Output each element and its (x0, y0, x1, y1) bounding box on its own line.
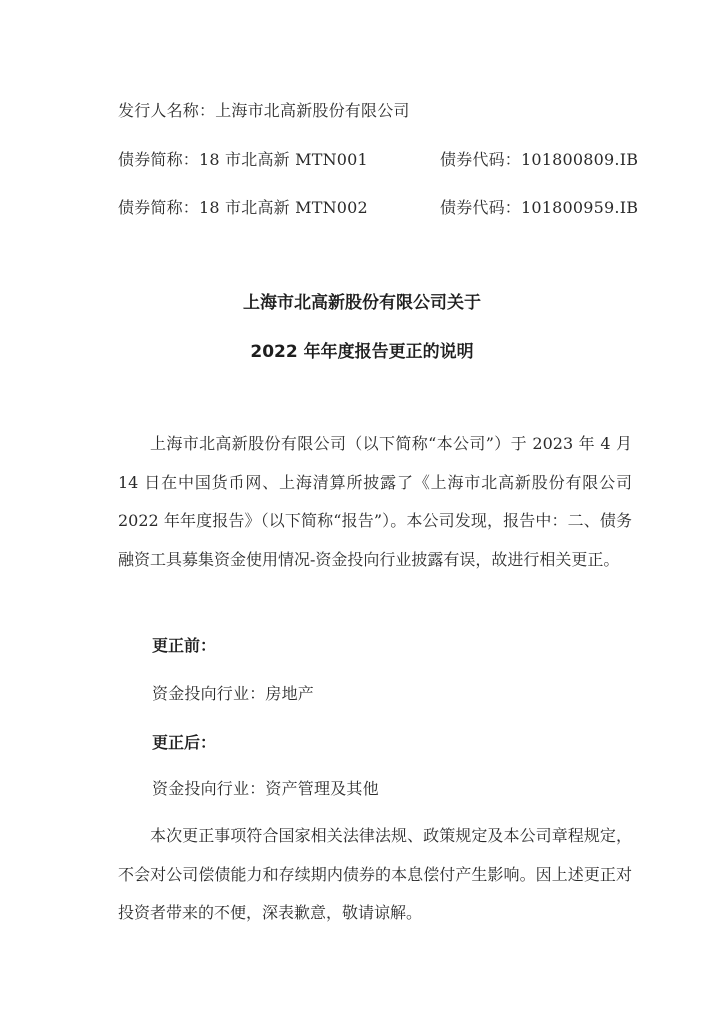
after-correction-value: 资金投向行业：资产管理及其他 (152, 779, 379, 798)
document-title-line-2: 2022 年年度报告更正的说明 (250, 342, 474, 362)
bond-code: 债券代码：101800959.IB (440, 198, 639, 217)
issuer-name: 发行人名称：上海市北高新股份有限公司 (118, 101, 410, 120)
before-correction-heading: 更正前： (152, 636, 217, 655)
bond-short-name: 债券简称：18 市北高新 MTN001 (118, 150, 368, 169)
closing-paragraph: 本次更正事项符合国家相关法律法规、政策规定及本公司章程规定，不会对公司偿债能力和存续期内债券的本息偿付产生影响。因上述更正对投资者带来的不便，深表歉意，敬请谅解。 (118, 826, 632, 922)
document-title-line-1: 上海市北高新股份有限公司关于 (243, 293, 481, 313)
after-correction-heading: 更正后： (152, 733, 217, 752)
intro-paragraph: 上海市北高新股份有限公司（以下简称“本公司”）于 2023 年 4 月 14 日在中国货币网、上海清算所披露了《上海市北高新股份有限公司 2022 年年度报告》（以下简称“报告”）。本公司发现，报告中：二、债务融资工具募集资金使用情况-资金投向行业披露有误，故进行相关更正。 (118, 434, 632, 569)
bond-code: 债券代码：101800809.IB (440, 150, 639, 169)
bond-short-name: 债券简称：18 市北高新 MTN002 (118, 198, 368, 217)
before-correction-value: 资金投向行业：房地产 (152, 684, 315, 703)
